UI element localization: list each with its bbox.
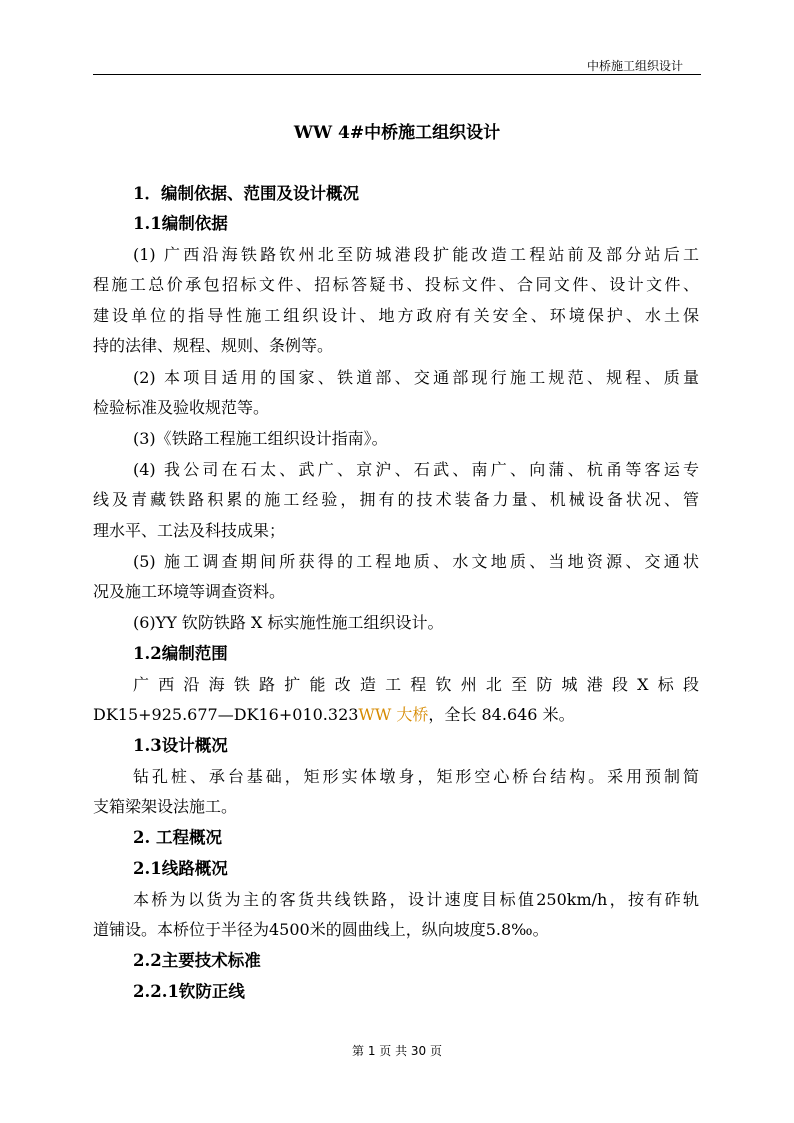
paragraph-7-line-2 (93, 705, 575, 725)
paragraph-1-line-2: 程施工总价承包招标文件、招标答疑书、投标文件、合同文件、设计文件、 (93, 275, 699, 294)
paragraph-2-line-2: 检验标准及验收规范等。 (93, 398, 270, 417)
heading-2-2: 2.2主要技术标准 (133, 951, 261, 970)
heading-2-1: 2.1线路概况 (133, 859, 228, 878)
paragraph-7-line-1: 广西沿海铁路扩能改造工程钦州北至防城港段X标段 (133, 675, 699, 694)
paragraph-8-line-1: 钻孔桩、承台基础，矩形实体墩身，矩形空心桥台结构。采用预制简 (133, 767, 699, 786)
paragraph-4-line-2: 线及青藏铁路积累的施工经验，拥有的技术装备力量、机械设备状况、管 (93, 490, 699, 509)
heading-section-2: 2. 工程概况 (133, 828, 222, 847)
paragraph-9-line-2: 道铺设。本桥位于半径为4500米的圆曲线上，纵向坡度5.8‰。 (93, 920, 549, 939)
header-title: 中桥施工组织设计 (586, 59, 683, 73)
paragraph-8-line-2: 支箱梁架设法施工。 (93, 797, 238, 816)
bridge-name-highlight: WW 大桥 (358, 705, 429, 724)
paragraph-1-line-1: (1) 广西沿海铁路钦州北至防城港段扩能改造工程站前及部分站后工 (133, 245, 699, 264)
paragraph-1-line-4: 持的法律、规程、规则、条例等。 (93, 336, 334, 355)
heading-1-2: 1.2编制范围 (133, 644, 228, 663)
heading-2-2-1: 2.2.1钦防正线 (133, 982, 245, 1001)
heading-section-1: 1．编制依据、范围及设计概况 (133, 184, 359, 203)
document-title: WW 4#中桥施工组织设计 (293, 123, 501, 143)
paragraph-9-line-1: 本桥为以货为主的客货共线铁路，设计速度目标值250km/h，按有砟轨 (133, 890, 699, 909)
paragraph-3: (3)《铁路工程施工组织设计指南》。 (133, 429, 388, 448)
paragraph-1-line-3: 建设单位的指导性施工组织设计、地方政府有关安全、环境保护、水土保 (93, 306, 699, 325)
header-rule (93, 74, 701, 75)
heading-1-3: 1.3设计概况 (133, 736, 228, 755)
paragraph-6: (6)YY 钦防铁路 X 标实施性施工组织设计。 (133, 613, 444, 632)
paragraph-5-line-1: (5) 施工调查期间所获得的工程地质、水文地质、当地资源、交通状 (133, 552, 699, 571)
paragraph-4-line-1: (4) 我公司在石太、武广、京沪、石武、南广、向蒲、杭甬等客运专 (133, 460, 699, 479)
paragraph-4-line-3: 理水平、工法及科技成果； (93, 521, 286, 540)
paragraph-2-line-1: (2) 本项目适用的国家、铁道部、交通部现行施工规范、规程、质量 (133, 368, 699, 387)
page-footer: 第 1 页 共 30 页 (352, 1044, 442, 1058)
heading-1-1: 1.1编制依据 (133, 214, 228, 233)
paragraph-5-line-2: 况及施工环境等调查资料。 (93, 582, 286, 601)
mileage-range: DK15+925.677—DK16+010.323 (93, 705, 359, 724)
bridge-length: ，全长 84.646 米。 (428, 705, 575, 724)
